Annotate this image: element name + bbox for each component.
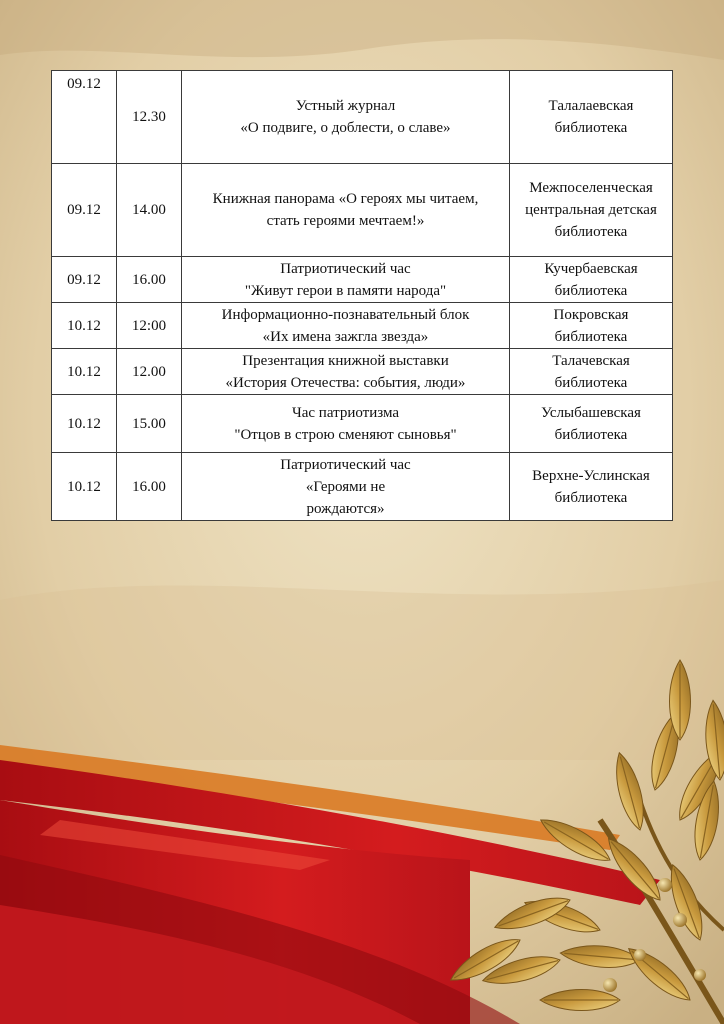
time-cell: 15.00	[117, 395, 182, 453]
table-row	[52, 453, 673, 521]
table-row	[52, 164, 673, 257]
event-cell: Патриотический час «Героями не рождаются»	[182, 453, 510, 521]
event-cell: Патриотический час "Живут герои в памяти народа"	[182, 257, 510, 303]
place-cell: Верхне-Услинская библиотека	[510, 453, 673, 521]
time-cell: 12:00	[117, 303, 182, 349]
place-cell: Межпоселенческая центральная детская библиотека	[510, 164, 673, 257]
date-cell: 09.12	[52, 257, 117, 303]
table-row	[52, 349, 673, 395]
date-cell: 09.12	[52, 164, 117, 257]
place-cell: Талачевская библиотека	[510, 349, 673, 395]
table-row	[52, 71, 673, 164]
event-cell: Устный журнал «О подвиге, о доблести, о славе»	[182, 71, 510, 164]
schedule-table	[51, 70, 673, 521]
date-cell: 10.12	[52, 303, 117, 349]
place-cell: Покровская библиотека	[510, 303, 673, 349]
date-cell: 09.12	[52, 71, 117, 164]
event-cell: Час патриотизма "Отцов в строю сменяют сыновья"	[182, 395, 510, 453]
place-cell: Талалаевская библиотека	[510, 71, 673, 164]
event-cell: Презентация книжной выставки «История Отечества: события, люди»	[182, 349, 510, 395]
table-row	[52, 257, 673, 303]
place-cell: Услыбашевская библиотека	[510, 395, 673, 453]
event-cell: Информационно-познавательный блок «Их имена зажгла звезда»	[182, 303, 510, 349]
event-cell: Книжная панорама «О героях мы читаем, стать героями мечтаем!»	[182, 164, 510, 257]
time-cell: 12.00	[117, 349, 182, 395]
date-cell: 10.12	[52, 453, 117, 521]
date-cell: 10.12	[52, 349, 117, 395]
time-cell: 16.00	[117, 257, 182, 303]
table-row	[52, 303, 673, 349]
time-cell: 12.30	[117, 71, 182, 164]
table-row	[52, 395, 673, 453]
place-cell: Кучербаевская библиотека	[510, 257, 673, 303]
time-cell: 16.00	[117, 453, 182, 521]
time-cell: 14.00	[117, 164, 182, 257]
date-cell: 10.12	[52, 395, 117, 453]
